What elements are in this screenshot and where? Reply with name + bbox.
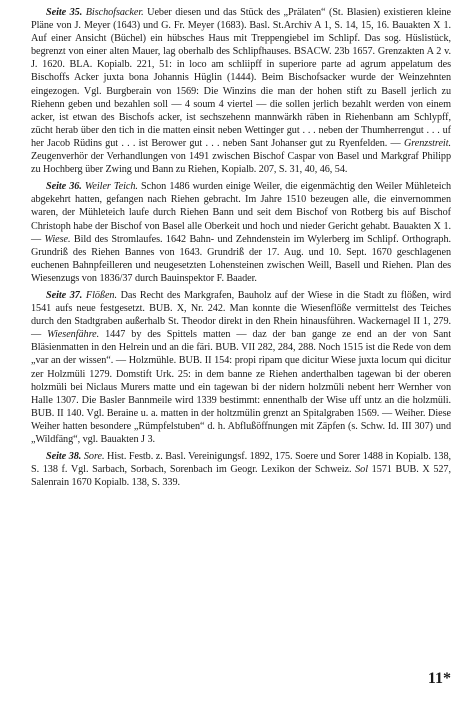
section-heading: Seite 37. [46, 289, 83, 301]
section-heading: Seite 38. [46, 451, 82, 463]
section-seite-37 [31, 289, 451, 446]
section-seite-38 [31, 450, 451, 489]
section-subtitle: Grenzstreit. [403, 137, 451, 149]
page-number: 11* [427, 670, 451, 687]
section-body-tail: Bild des Stromlaufes. 1642 Bahn- und Zehndenstein im Wylerberg im Schlipf. Orthograph. Grundriß des Riehen Bannes von 1643. Grundriß der 17. Aug. und 10. Sept. 1670 geschlagenen euchenen Bahnpfeilleren und neugesetzten Lohensteinen zwischen Weill, Basell und Riehen. Plan des Wiesenzugs von 1836/37 durch Bauinspektor F. Baader. [31, 233, 451, 284]
section-body: Schon 1486 wurden einige Weiler, die eigenmächtig den Weiler Mühleteich abgekehrt hatten, gefangen nach Riehen gebracht. Im Jahre 1510 bezeugen alle, die einvernommen waren, der Mühleteich laufe durch Riehen Bann und seit dem Bischof von Rotberg bis auf Bischof Christoph habe der Bischof von Basel alle Oberkeit und hoch und nieder Gericht gehabt. Bauakten X 1. — [31, 181, 452, 245]
section-heading: Seite 36. [46, 181, 82, 193]
section-body-tail: Zeugenverhör der Verhandlungen von 1491 zwischen Bischof Caspar von Basel und Markgraf Philipp zu Hochberg über Zwing und Bann zu Riehen, Kopialb. 207, S. 31, 40, 46, 54. [31, 151, 451, 176]
section-title: Flößen. [85, 289, 117, 301]
section-seite-35 [31, 6, 451, 176]
section-subtitle: Wiesenfähre. [47, 329, 100, 341]
section-title: Sore. [83, 451, 105, 463]
section-body: Hist. Festb. z. Basl. Vereinigungsf. 1892, 175. Soere und Sorer 1488 in Kopialb. 138, S. 138 f. Vgl. Sarbach, Sorbach, Sorenbach im Geogr. Lexikon der Schweiz. [31, 451, 452, 476]
section-body-tail: 1571 BUB. X 527, Salenrain 1670 Kopialb. 138, S. 339. [31, 464, 451, 489]
section-heading: Seite 35. [46, 7, 83, 18]
section-body-tail: 1447 by des Spittels matten — daz der ban gange ze end an der von Sant Bläsienmatten in den Helrein und an die färi. BUB. VII 282, 284, 288. Noch 1515 ist die Rede von dem „var an der wissen“. — Holzmühle. BUB. II 154: propi ripam que dicitur Wiese juxta locum qui dicitur zer Holzmüli 1279. Domstift Urk. 25: in dem banne ze Riehen anderthalben tagewan bi der oberen holzmüli bei Niclaus Murers matte und ein tagewan bi der nidern holzmüli nebent herr Wernher von Halle 1307. Die Basler Bannmeile wird 1339 bestimmt: ennenthalb der Wise uff untz an die holzmüli. BUB. II 140. Vgl. Beraine u. a. matten in der holtzmülin grenzt an Spitalgraben 1569. — Weiher. Diese Weiher hatten besondere „Rümpfelstuben“ d. h. Abflußöffnungen mit Zäpfen (s. Schw. Id. III 307) und „Wildfäng“, vgl. Bauakten J 3. [31, 329, 451, 445]
section-body: Das Recht des Markgrafen, Bauholz auf der Wiese in die Stadt zu flößen, wird 1541 aufs neue festgesetzt. BUB. X, Nr. 242. Man konnte die Wiesenflöße vermittelst des Teiches durch den Stadtgraben außerhalb St. Theodor direkt in den Rhein hinausführen. Wackernagel II 1, 279. — [31, 289, 452, 341]
section-title: Bischofsacker. [85, 7, 144, 18]
section-seite-36 [31, 180, 451, 285]
section-body: Ueber diesen und das Stück des „Prälaten“ (St. Blasien) existieren kleine Pläne von J. Meyer (1643) und G. Fr. Meyer (1683). Basl. St.Archiv A 1, S. 14, 15, 16. Bauakten X 1. Auf einer Ansicht (Büchel) ein hübsches Haus mit Treppengiebel im Schlipf. Das sog. Hüslistück, begrenzt von einer alten Mauer, lag oberhalb des Schlipfhauses. BSACW. 23b 1657. Grenzakten A 2 v. J. 1620. BLA. Kopialb. 221, 51: in loco am schliipff in superiore parte ad agrum appelatum des Bischoffs Acker juxta bona Johannis Hüglin (1444). Beim Bischofsacker wurde der Weinzehnten eingezogen. Vgl. Burgberain von 1569: Die Winzins die man der hohen stift zu Basell jerlich zu Riehenn geben und bezahlen soll — 4 soum 4 viertel — die sollen jerlich bezahlt werden von einem acker, ist etwan des Bischofs acker, ist sechszehenn mannwärkh räben in Riehenbann am Schlypff, zücht herab über den tich in die matten einsit neben Wettinger gut . . . neben der Thumherrengut . . . uf her Jacob Rüdins gut . . . ist Berower gut . . . neben Sant Johanser gut zu Ryenfelden. — [31, 7, 451, 149]
section-title: Weiler Teich. [84, 181, 138, 193]
document-page [31, 6, 451, 493]
section-subtitle: Wiese. [44, 233, 71, 245]
section-subtitle: Sol [355, 464, 369, 476]
